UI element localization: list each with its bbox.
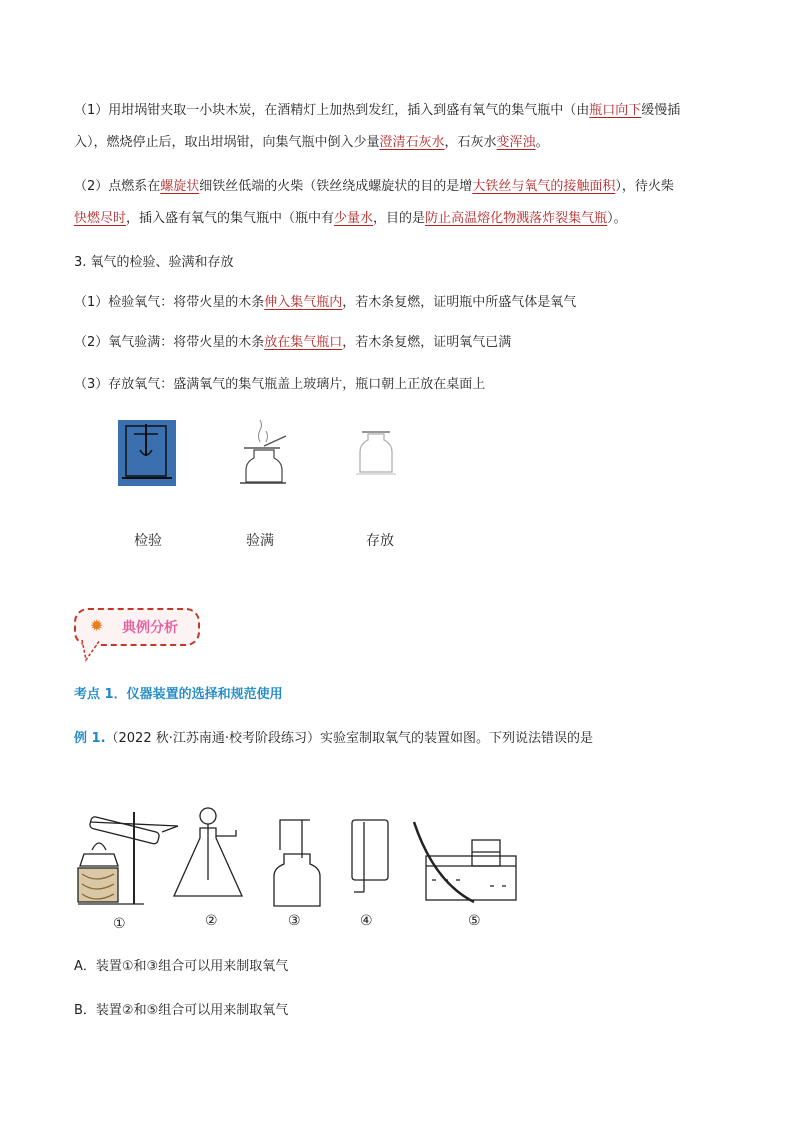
example-label: 例 1.	[74, 731, 106, 746]
text: 入），燃烧停止后，取出坩埚钳，向集气瓶中倒入少量	[74, 135, 380, 150]
apparatus-label-2: ②	[205, 913, 218, 929]
apparatus-label-1: ①	[113, 916, 126, 932]
text: ，插入盛有氧气的集气瓶中（瓶中有	[126, 211, 335, 226]
step-1	[74, 288, 754, 318]
answer-blank: 伸入集气瓶内	[264, 295, 343, 310]
apparatus-4	[352, 820, 388, 892]
text: （1）检验氧气：将带火星的木条	[74, 295, 265, 310]
text: （2）点燃系在	[74, 179, 161, 194]
answer-blank: 瓶口向下	[589, 103, 642, 118]
answer-blank: 大铁丝与氧气的接触面积	[472, 179, 616, 194]
caption-full: 验满	[246, 533, 274, 549]
answer-blank: 放在集气瓶口	[264, 335, 343, 350]
lightbulb-icon: ✹	[90, 616, 104, 635]
text: ）。	[607, 211, 627, 226]
example-1	[74, 724, 754, 754]
paragraph-1-line-1	[74, 96, 754, 126]
text: ，石灰水	[444, 135, 497, 150]
answer-blank: 澄清石灰水	[379, 135, 445, 150]
apparatus-5	[414, 822, 516, 902]
topic-heading: 考点 1．仪器装置的选择和规范使用	[74, 687, 283, 702]
section-3-heading: 3. 氧气的检验、验满和存放	[74, 255, 234, 270]
option-a: A．装置①和③组合可以用来制取氧气	[74, 959, 289, 974]
answer-blank: 快燃尽时	[74, 211, 127, 226]
text: （1）用坩埚钳夹取一小块木炭，在酒精灯上加热到发红，插入到盛有氧气的集气瓶中（由	[74, 103, 590, 118]
answer-blank: 变浑浊	[496, 135, 536, 150]
paragraph-1-line-2	[74, 128, 754, 158]
text: 缓慢插	[641, 103, 681, 118]
apparatus-label-3: ③	[288, 913, 301, 929]
text: ，若木条复燃，证明瓶中所盛气体是氧气	[342, 295, 577, 310]
step-2	[74, 328, 754, 358]
apparatus-3	[274, 820, 320, 906]
answer-blank: 少量水	[334, 211, 374, 226]
apparatus-label-5: ⑤	[468, 913, 481, 929]
caption-store: 存放	[366, 533, 394, 549]
apparatus-label-4: ④	[360, 913, 373, 929]
answer-blank: 螺旋状	[160, 179, 200, 194]
text: 细铁丝低端的火柴（铁丝绕成螺旋状的目的是增	[199, 179, 473, 194]
oxygen-full-check-figure	[238, 416, 288, 486]
badge-tail	[80, 640, 104, 662]
oxygen-storage-figure	[356, 428, 396, 478]
paragraph-2-line-2	[74, 204, 754, 234]
apparatus-2	[174, 808, 242, 896]
text: ，目的是	[373, 211, 426, 226]
text: ，若木条复燃，证明氧气已满	[342, 335, 512, 350]
text: （2）氧气验满：将带火星的木条	[74, 335, 265, 350]
apparatus-1	[78, 812, 178, 904]
answer-blank: 防止高温熔化物溅落炸裂集气瓶	[425, 211, 608, 226]
text: ），待火柴	[615, 179, 674, 194]
option-b: B．装置②和⑤组合可以用来制取氧气	[74, 1003, 289, 1018]
caption-test: 检验	[134, 533, 162, 549]
example-text: （2022 秋·江苏南通·校考阶段练习）实验室制取氧气的装置如图。下列说法错误的是	[105, 731, 593, 746]
step-3: （3）存放氧气：盛满氧气的集气瓶盖上玻璃片，瓶口朝上正放在桌面上	[74, 377, 486, 392]
badge-label: 典例分析	[122, 620, 178, 636]
test-oxygen-figure	[118, 420, 176, 486]
paragraph-2-line-1	[74, 172, 754, 202]
text: 。	[535, 135, 549, 150]
